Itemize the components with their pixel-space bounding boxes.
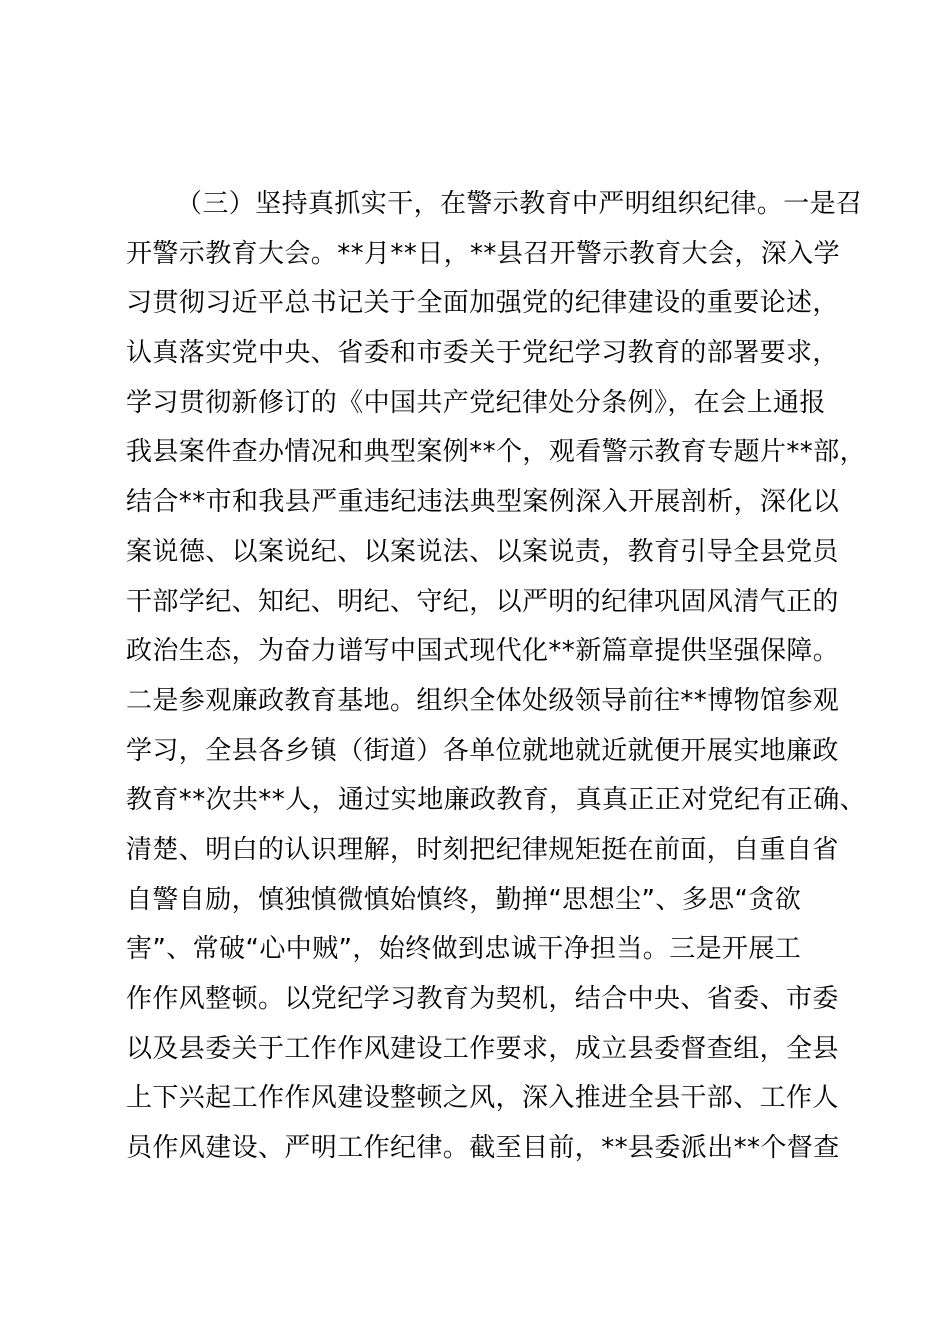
text-line: 干部学纪、知纪、明纪、守纪，以严明的纪律巩固风清气正的 — [126, 586, 839, 617]
text-line: 教育**次共**人，通过实地廉政教育，真真正正对党纪有正确、 — [126, 785, 867, 816]
text-line: 学习贯彻新修订的《中国共产党纪律处分条例》，在会上通报 — [126, 387, 826, 418]
text-line: 结合**市和我县严重违纪违法典型案例深入开展剖析，深化以 — [126, 487, 840, 518]
text-line: 开警示教育大会。**月**日，**县召开警示教育大会，深入学 — [126, 238, 841, 269]
text-line: 案说德、以案说纪、以案说法、以案说责，教育引导全县党员 — [126, 536, 839, 567]
text-line: 二是参观廉政教育基地。组织全体处级领导前往**博物馆参观 — [126, 685, 840, 716]
text-line: 害”、常破“心中贼”，始终做到忠诚干净担当。三是开展工 — [126, 934, 802, 965]
text-line: 员作风建设、严明工作纪律。截至目前，**县委派出**个督查 — [126, 1133, 840, 1164]
text-line: 认真落实党中央、省委和市委关于党纪学习教育的部署要求， — [126, 338, 839, 369]
text-line: 以及县委关于工作作风建设工作要求，成立县委督查组，全县 — [126, 1033, 839, 1064]
text-line: 作作风整顿。以党纪学习教育为契机，结合中央、省委、市委 — [126, 984, 839, 1014]
text-line: 我县案件查办情况和典型案例**个，观看警示教育专题片**部， — [126, 437, 867, 468]
body-paragraph — [126, 180, 867, 1174]
text-line: 习贯彻习近平总书记关于全面加强党的纪律建设的重要论述， — [126, 288, 839, 319]
text-line: （三）坚持真抓实干，在警示教育中严明组织纪律。一是召 — [176, 189, 863, 219]
text-line: 政治生态，为奋力谱写中国式现代化**新篇章提供坚强保障。 — [126, 636, 840, 667]
text-line: 上下兴起工作作风建设整顿之风，深入推进全县干部、工作人 — [126, 1083, 839, 1114]
text-line: 自警自励，慎独慎微慎始慎终，勤掸“思想尘”、多思“贪欲 — [126, 884, 802, 915]
text-line: 学习，全县各乡镇（街道）各单位就地就近就便开展实地廉政 — [126, 735, 839, 766]
text-line: 清楚、明白的认识理解，时刻把纪律规矩挺在前面，自重自省 — [126, 834, 839, 865]
